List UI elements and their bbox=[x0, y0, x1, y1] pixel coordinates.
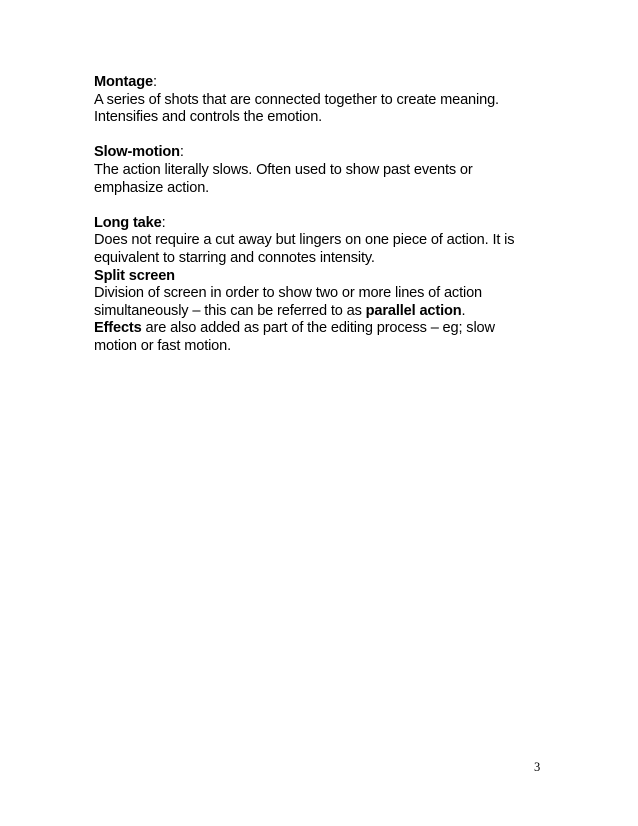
long-take-heading-line bbox=[94, 215, 554, 233]
long-take-line-1: Does not require a cut away but lingers on one piece of action. It is bbox=[94, 232, 515, 249]
slow-motion-heading-line bbox=[94, 144, 554, 162]
parallel-action-term: parallel action bbox=[365, 302, 462, 319]
split-screen-heading: Split screen bbox=[94, 267, 175, 284]
split-screen-line-2-end: . bbox=[461, 302, 466, 319]
effects-line-1 bbox=[94, 320, 554, 338]
effects-line-1-text: are also added as part of the editing process – eg; slow bbox=[141, 320, 495, 337]
split-screen-line-2 bbox=[94, 303, 554, 321]
slow-motion-heading: Slow-motion bbox=[94, 144, 180, 161]
effects-line-2: motion or fast motion. bbox=[94, 337, 232, 354]
slow-motion-line-2: emphasize action. bbox=[94, 179, 210, 196]
split-screen-line-2-text: simultaneously – this can be referred to as bbox=[94, 302, 366, 319]
section-long-take bbox=[94, 215, 554, 268]
montage-colon: : bbox=[152, 74, 157, 90]
long-take-line-2: equivalent to starring and connotes intensity. bbox=[94, 249, 375, 266]
montage-heading-line bbox=[94, 74, 554, 92]
page-number: 3 bbox=[534, 760, 541, 774]
montage-line-2: Intensifies and controls the emotion. bbox=[94, 109, 323, 126]
page-content bbox=[94, 74, 554, 356]
slow-motion-colon: : bbox=[179, 144, 184, 161]
section-split-screen bbox=[94, 268, 554, 321]
section-effects bbox=[94, 320, 554, 355]
section-montage bbox=[94, 74, 554, 127]
effects-term: Effects bbox=[94, 320, 142, 337]
split-screen-line-1: Division of screen in order to show two or more lines of action bbox=[94, 285, 483, 302]
long-take-heading: Long take bbox=[94, 214, 162, 231]
long-take-colon: : bbox=[161, 214, 166, 231]
montage-line-1: A series of shots that are connected together to create meaning. bbox=[94, 91, 499, 108]
section-slow-motion bbox=[94, 144, 554, 197]
montage-heading: Montage bbox=[94, 74, 153, 90]
slow-motion-line-1: The action literally slows. Often used to show past events or bbox=[94, 161, 473, 178]
